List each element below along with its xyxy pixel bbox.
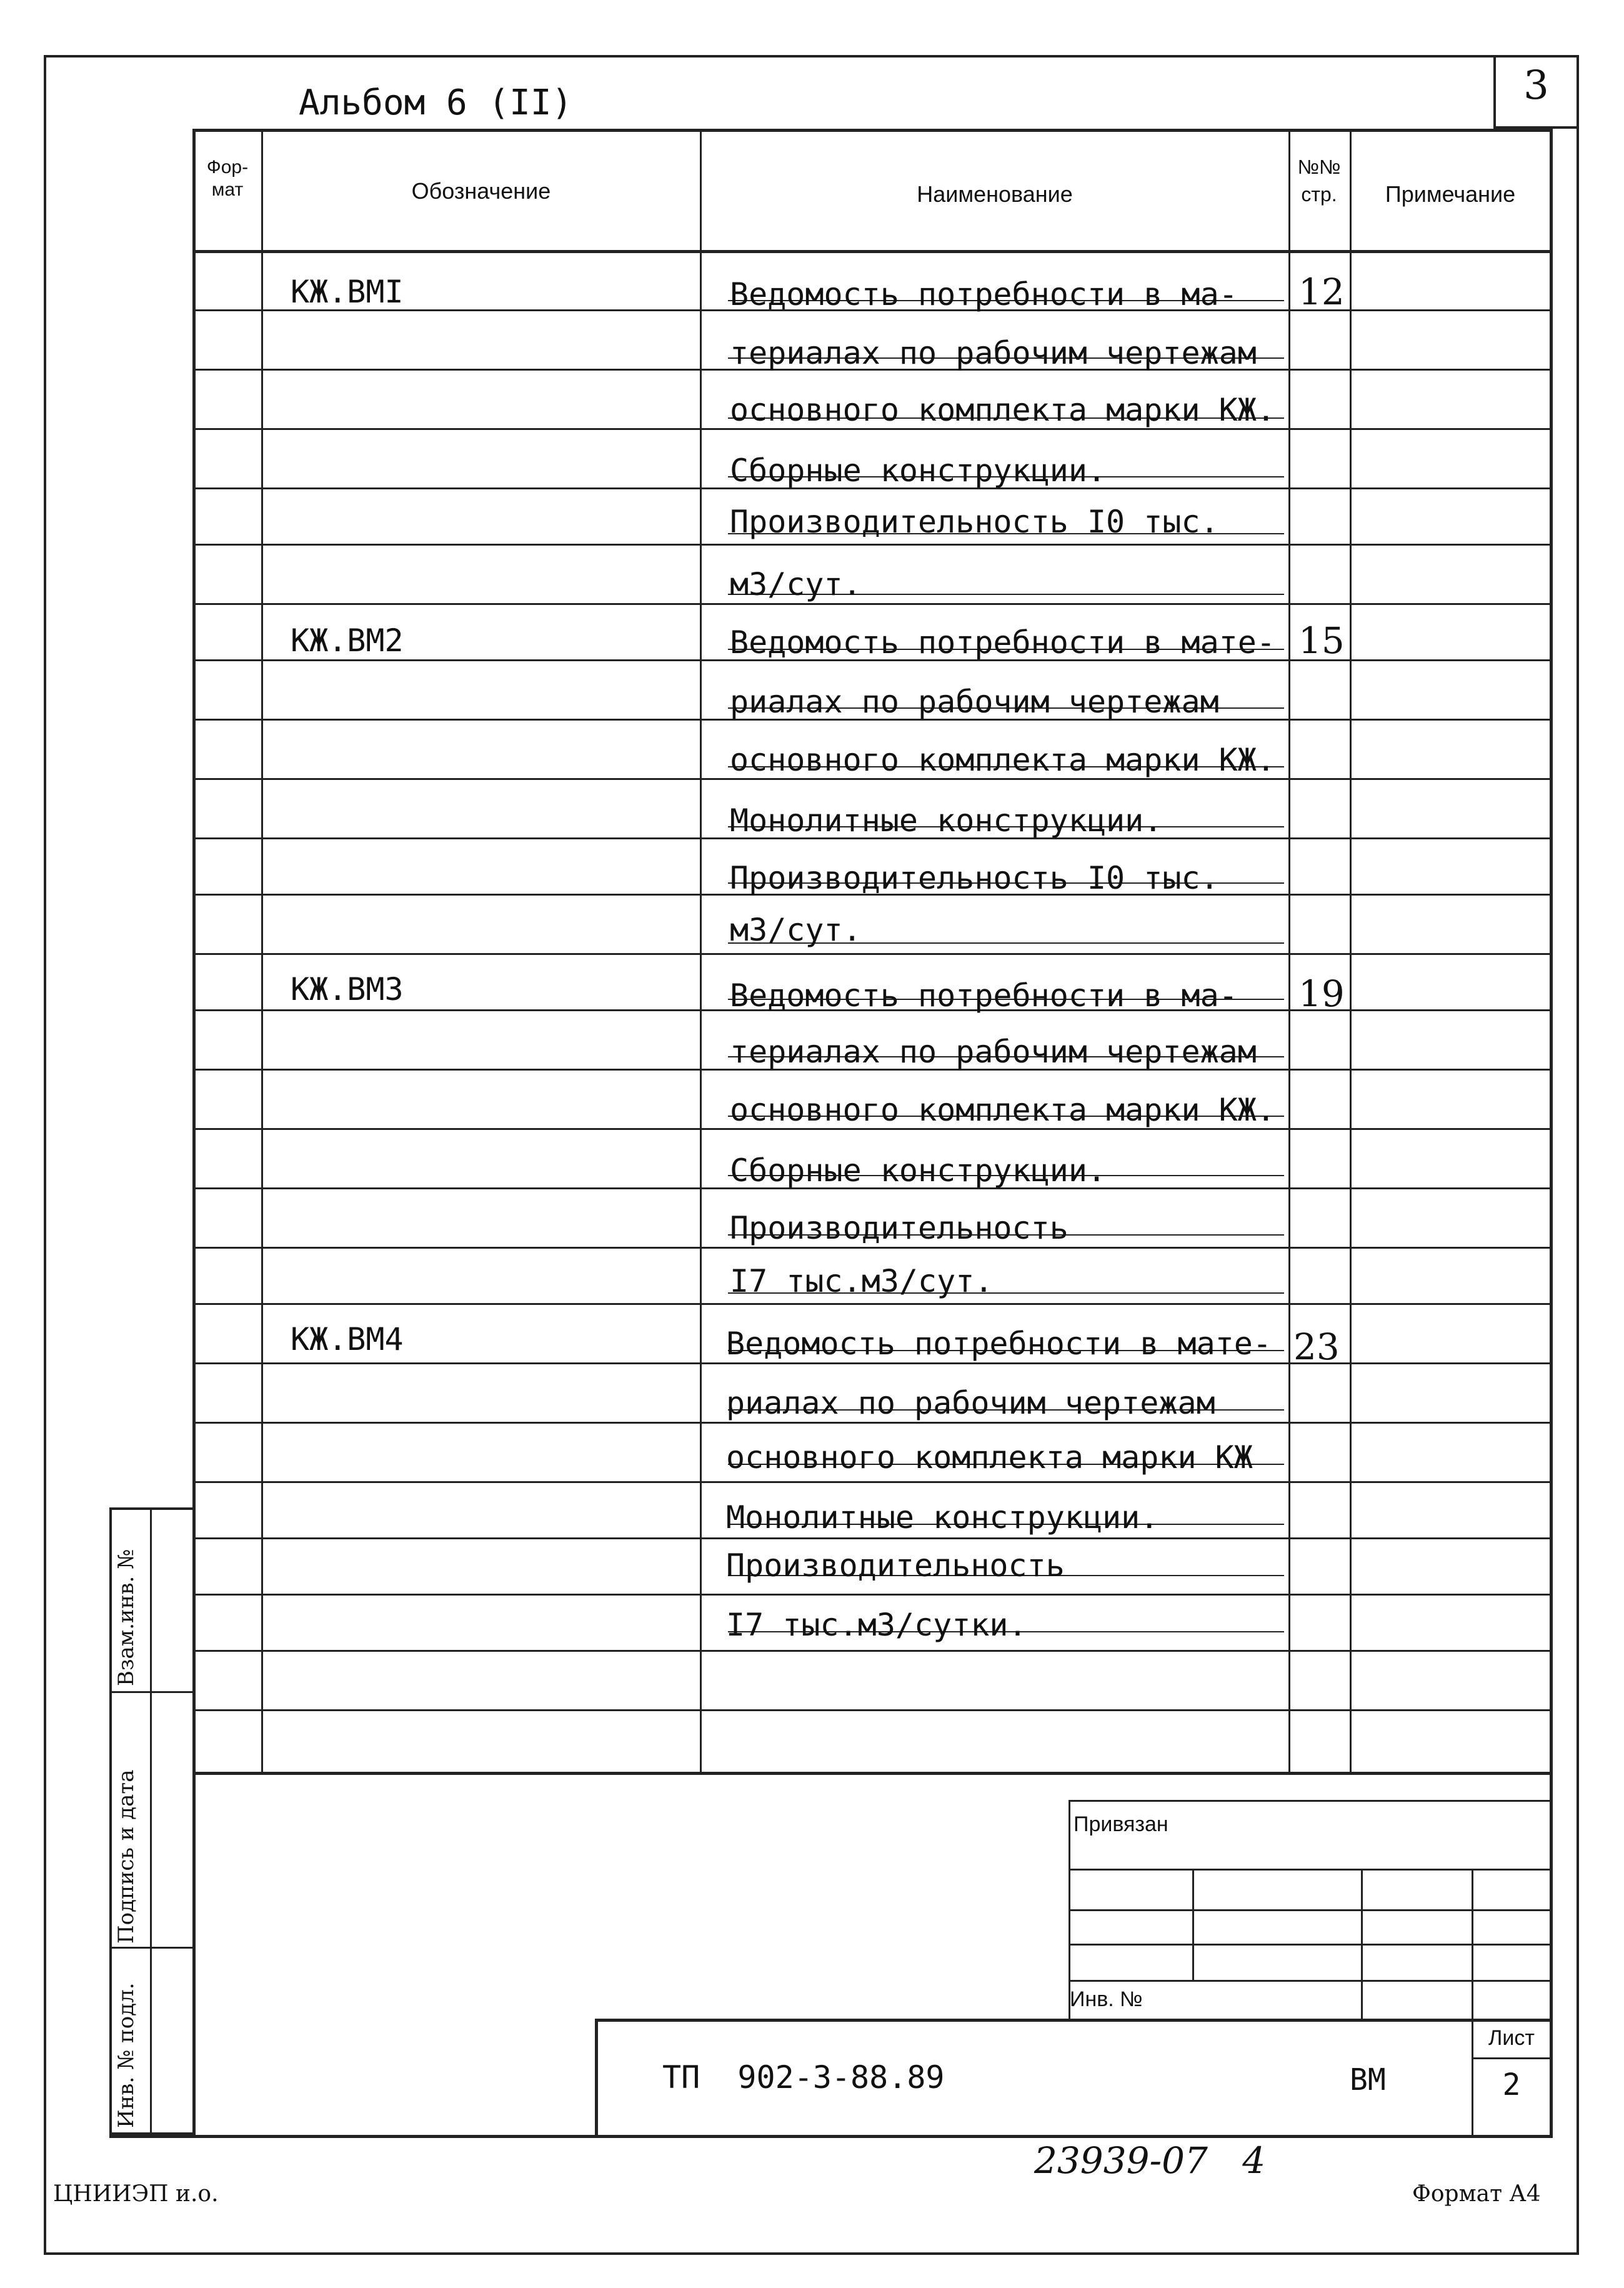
sheet-label: Лист <box>1488 2026 1535 2050</box>
binding-line-2 <box>1069 1909 1550 1911</box>
entry-line: Производительность <box>730 1210 1069 1246</box>
entry-page: 15 <box>1298 619 1345 662</box>
entry-page: 12 <box>1298 271 1345 313</box>
entry-line: Производительность I0 тыс. <box>730 504 1219 540</box>
col-line-name <box>1288 129 1290 1772</box>
table-row-line <box>192 1247 1553 1249</box>
binding-line-1 <box>1069 1869 1550 1871</box>
stamp-vzam-inv: Взам.инв. № <box>114 1549 139 1686</box>
header-format: Фор- мат <box>206 157 249 200</box>
entry-line: Ведомость потребности в мате- <box>730 624 1275 661</box>
header-designation: Обозначение <box>411 178 551 204</box>
album-title: Альбом 6 (II) <box>299 82 573 123</box>
entry-line: м3/сут. <box>730 566 862 602</box>
inv-no-label: Инв. № <box>1070 1987 1143 2011</box>
header-note: Примечание <box>1385 181 1516 207</box>
side-stamp-sep-2 <box>109 1947 192 1949</box>
entry-line: Ведомость потребности в ма- <box>730 977 1238 1014</box>
entry-line: Сборные конструкции. <box>730 1152 1107 1189</box>
table-row-line <box>192 1650 1553 1652</box>
entry-line: Производительность I0 тыс. <box>730 860 1219 896</box>
entry-designation: КЖ.ВМ3 <box>291 971 404 1007</box>
table-row-line <box>192 603 1553 605</box>
table-row-line <box>192 1594 1553 1596</box>
binding-label: Привязан <box>1074 1812 1168 1836</box>
table-row-line <box>192 1481 1553 1483</box>
header-name: Наименование <box>917 181 1073 207</box>
entry-line: основного комплекта марки КЖ. <box>730 392 1275 428</box>
entry-designation: КЖ.ВМ2 <box>291 622 404 659</box>
binding-line-4 <box>1069 1980 1550 1982</box>
table-row-line <box>192 1422 1553 1424</box>
col-line-format <box>261 129 263 1772</box>
entry-line: Производительность <box>726 1547 1065 1584</box>
table-row-line <box>192 1362 1553 1364</box>
doc-code: ТП 902-3-88.89 <box>662 2059 945 2096</box>
entry-line: териалах по рабочим чертежам <box>730 335 1257 371</box>
entry-line: I7 тыс.м3/сутки. <box>726 1607 1027 1643</box>
entry-line: Монолитные конструкции. <box>730 802 1163 839</box>
entry-designation: КЖ.ВМ4 <box>291 1321 404 1357</box>
frame-bottom-line <box>109 2135 1553 2138</box>
binding-col-3 <box>1472 1869 1473 2022</box>
entry-line: Сборные конструкции. <box>730 452 1107 489</box>
entry-line: основного комплекта марки КЖ. <box>730 742 1275 778</box>
table-row-line <box>192 953 1553 955</box>
stamp-podpis-data: Подпись и дата <box>114 1769 139 1944</box>
header-page-no: №№ стр. <box>1297 156 1341 206</box>
organization-label: ЦНИИЭП и.о. <box>53 2181 219 2207</box>
header-bottom-line <box>192 250 1553 253</box>
entry-page: 23 <box>1293 1326 1340 1368</box>
entry-line: м3/сут. <box>730 912 862 948</box>
col-line-page <box>1350 129 1352 1772</box>
stamp-inv-podl: Инв. № подл. <box>114 1982 139 2128</box>
table-row-line <box>192 544 1553 546</box>
entry-line: териалах по рабочим чертежам <box>730 1034 1257 1070</box>
table-row-line <box>192 1537 1553 1539</box>
binding-col-2 <box>1361 1869 1363 2022</box>
archive-number: 23939-07 4 <box>1034 2139 1266 2182</box>
entry-page: 19 <box>1298 972 1345 1015</box>
format-label: Формат А4 <box>1412 2181 1541 2207</box>
corner-page-number: 3 <box>1523 62 1549 109</box>
table-top-line <box>192 129 1553 132</box>
entry-line: основного комплекта марки КЖ. <box>730 1092 1275 1128</box>
table-row-line <box>192 1303 1553 1305</box>
entry-line: риалах по рабочим чертежам <box>730 684 1219 720</box>
table-bottom-line <box>192 1772 1553 1775</box>
side-stamp-sep-1 <box>109 1691 192 1693</box>
doc-mark: ВМ <box>1350 2062 1386 2097</box>
binding-line-3 <box>1069 1944 1550 1946</box>
entry-line: I7 тыс.м3/сут. <box>730 1263 994 1299</box>
entry-line: основного комплекта марки КЖ <box>726 1439 1253 1476</box>
entry-line: риалах по рабочим чертежам <box>726 1385 1215 1421</box>
col-line-designation <box>700 129 702 1772</box>
binding-col-1 <box>1192 1869 1194 1980</box>
entry-line: Монолитные конструкции. <box>726 1499 1159 1536</box>
sheet-number: 2 <box>1502 2067 1521 2102</box>
side-stamp-divider <box>150 1507 152 2135</box>
entry-line: Ведомость потребности в ма- <box>730 276 1238 312</box>
entry-designation: КЖ.ВМI <box>291 274 404 310</box>
table-row-line <box>192 1709 1553 1711</box>
entry-line: Ведомость потребности в мате- <box>726 1326 1272 1362</box>
sheet-cell-line <box>1472 2057 1550 2059</box>
